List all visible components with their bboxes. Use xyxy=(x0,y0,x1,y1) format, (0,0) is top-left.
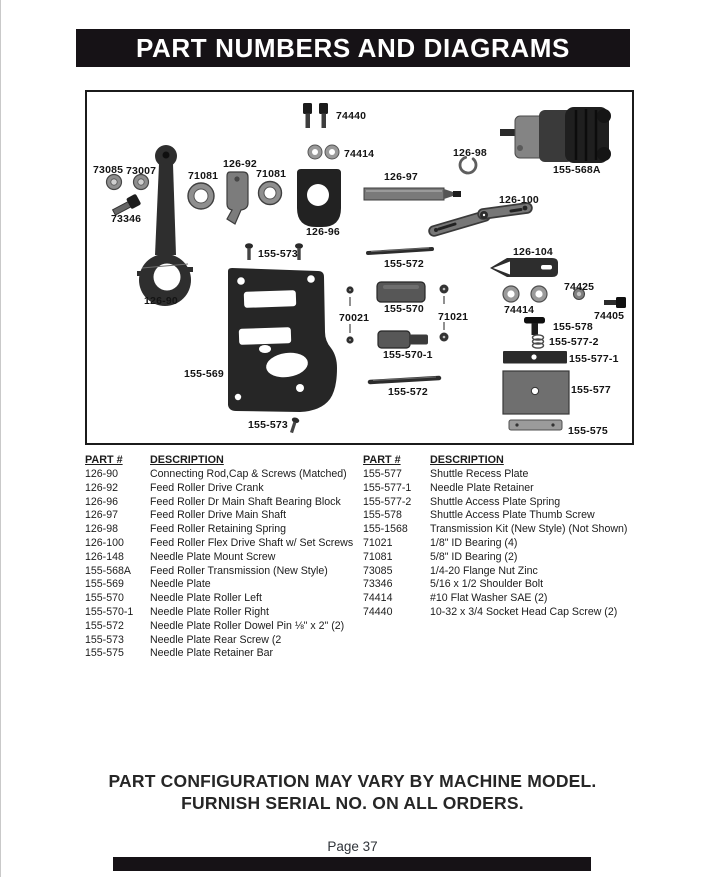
footer-note-line-1: PART CONFIGURATION MAY VARY BY MACHINE MODEL. xyxy=(108,771,597,791)
part-description-cell: Needle Plate Roller Right xyxy=(150,605,269,618)
part-number-cell: 73346 xyxy=(363,578,393,591)
part-description-cell: Needle Plate Retainer xyxy=(430,481,534,494)
table-row xyxy=(85,620,361,634)
table-row xyxy=(85,468,361,482)
table-row xyxy=(85,578,361,592)
part-number-cell: 71021 xyxy=(363,536,393,549)
table-row xyxy=(85,606,361,620)
part-number-label: 126-97 xyxy=(384,171,418,183)
part-number-label: 73007 xyxy=(126,165,157,177)
part-description-cell: 10-32 x 3/4 Socket Head Cap Screw (2) xyxy=(430,605,618,618)
part-description-cell: 1/8" ID Bearing (4) xyxy=(430,536,518,549)
part-number-cell: 126-90 xyxy=(85,468,118,480)
description-header: DESCRIPTION xyxy=(150,454,224,466)
part-126-97-main-shaft-drawing xyxy=(364,188,461,200)
part-number-cell: 126-92 xyxy=(85,481,118,494)
title-bar xyxy=(76,29,630,67)
part-number-header: PART # xyxy=(363,454,401,466)
table-row xyxy=(85,592,361,606)
part-155-578-thumb-screw-drawing xyxy=(524,317,545,335)
part-number-cell: 155-570 xyxy=(85,592,124,605)
part-description-cell: 1/4-20 Flange Nut Zinc xyxy=(430,564,538,577)
footer-bar xyxy=(113,857,591,871)
part-description-cell: Needle Plate Rear Screw (2 xyxy=(150,633,282,646)
page-title: PART NUMBERS AND DIAGRAMS xyxy=(136,32,570,63)
table-header-row xyxy=(85,453,361,467)
part-description-cell: Feed Roller Dr Main Shaft Bearing Block xyxy=(150,495,341,508)
part-number-cell: 155-573 xyxy=(85,633,124,646)
part-number-label: 155-577 xyxy=(571,384,611,396)
parts-diagram-drawing xyxy=(87,92,632,443)
part-155-572-pin-upper-drawing xyxy=(368,248,432,253)
part-number-label: 74414 xyxy=(344,148,375,160)
part-number-cell: 126-97 xyxy=(85,509,118,522)
part-number-label: 73346 xyxy=(111,213,142,225)
table-row xyxy=(85,537,361,551)
part-description-cell: Needle Plate xyxy=(150,578,211,591)
part-number-label: 126-96 xyxy=(306,226,340,238)
part-155-572-pin-lower-drawing xyxy=(370,377,439,382)
parts-diagram xyxy=(87,92,632,443)
description-header: DESCRIPTION xyxy=(430,454,504,466)
part-71081-bearing-left-drawing xyxy=(188,183,214,209)
table-row xyxy=(85,496,361,510)
part-number-cell: 155-570-1 xyxy=(85,605,134,618)
part-description-cell: Shuttle Access Plate Spring xyxy=(430,495,561,508)
table-row xyxy=(85,551,361,565)
part-number-label: 155-568A xyxy=(553,164,601,176)
part-number-label: 126-92 xyxy=(223,158,257,170)
table-row xyxy=(85,482,361,496)
part-126-92-crank-drawing xyxy=(227,172,248,224)
part-number-label: 155-573 xyxy=(258,248,298,260)
part-description-cell: Feed Roller Flex Drive Shaft w/ Set Screws xyxy=(150,536,354,549)
part-number-label: 155-578 xyxy=(553,321,593,333)
table-row xyxy=(85,647,361,661)
part-description-cell: Feed Roller Drive Crank xyxy=(150,481,264,494)
part-number-label: 155-573 xyxy=(248,419,288,431)
part-number-label: 74414 xyxy=(504,304,535,316)
part-155-569-needle-plate-drawing xyxy=(228,268,337,412)
part-number-label: 155-570 xyxy=(384,303,424,315)
table-row xyxy=(85,565,361,579)
part-number-label: 126-100 xyxy=(499,194,539,206)
part-74414-washers-top-drawing xyxy=(308,145,339,159)
part-number-label: 74425 xyxy=(564,281,595,293)
part-number-cell: 155-578 xyxy=(363,509,402,522)
part-number-cell: 155-575 xyxy=(85,647,124,660)
part-126-104-drawing xyxy=(490,258,558,277)
part-number-label: 74440 xyxy=(336,110,367,122)
part-number-label: 126-90 xyxy=(144,295,178,307)
part-126-96-bearing-block-drawing xyxy=(297,169,341,227)
table-body xyxy=(363,468,635,620)
part-description-cell: Feed Roller Retaining Spring xyxy=(150,523,287,536)
part-73085-nut-drawing xyxy=(107,175,122,190)
part-number-cell: 155-577-2 xyxy=(363,495,412,508)
part-number-cell: 155-569 xyxy=(85,578,124,591)
part-number-label: 74405 xyxy=(594,310,625,322)
part-number-cell: 126-98 xyxy=(85,523,118,536)
part-number-label: 155-572 xyxy=(384,258,424,270)
part-155-570-1-roller-drawing xyxy=(378,331,428,348)
table-header-row xyxy=(363,453,635,467)
table-row xyxy=(363,578,635,592)
page-number: Page 37 xyxy=(327,839,378,854)
table-row xyxy=(85,634,361,648)
part-126-100-flex-shaft-drawing xyxy=(434,206,527,232)
part-description-cell: Needle Plate Retainer Bar xyxy=(150,647,274,660)
table-row xyxy=(363,537,635,551)
part-number-label: 71081 xyxy=(188,170,219,182)
part-number-label: 126-104 xyxy=(513,246,553,258)
part-number-label: 126-98 xyxy=(453,147,487,159)
part-number-cell: 126-96 xyxy=(85,495,118,508)
part-74414-washers-mid-drawing xyxy=(503,286,547,302)
table-row xyxy=(85,509,361,523)
part-number-label: 155-577-1 xyxy=(569,353,619,365)
footer-note xyxy=(0,770,705,814)
part-71081-bearing-right-drawing xyxy=(259,182,282,205)
part-description-cell: Feed Roller Transmission (New Style) xyxy=(150,564,328,577)
part-number-cell: 126-100 xyxy=(85,536,124,549)
table-row xyxy=(363,482,635,496)
part-number-header: PART # xyxy=(85,454,123,466)
parts-table-left xyxy=(85,453,361,661)
part-number-cell: 73085 xyxy=(363,564,393,577)
part-number-cell: 71081 xyxy=(363,550,393,563)
part-number-cell: 155-568A xyxy=(85,564,131,577)
part-155-577-recess-plate-drawing xyxy=(503,371,569,414)
part-description-cell: Feed Roller Drive Main Shaft xyxy=(150,509,287,522)
part-number-label: 155-570-1 xyxy=(383,349,433,361)
part-number-cell: 155-577-1 xyxy=(363,481,412,494)
part-155-575-retainer-bar-drawing xyxy=(509,420,562,430)
part-number-label: 155-577-2 xyxy=(549,336,599,348)
table-row xyxy=(363,592,635,606)
part-74440-screws-drawing xyxy=(303,103,328,128)
table-row xyxy=(363,565,635,579)
part-description-cell: #10 Flat Washer SAE (2) xyxy=(430,592,548,605)
part-number-cell: 155-577 xyxy=(363,468,402,480)
part-description-cell: Needle Plate Roller Dowel Pin ⅛" x 2" (2) xyxy=(150,619,345,632)
table-row xyxy=(363,509,635,523)
part-155-570-roller-drawing xyxy=(377,282,425,302)
part-155-573-screw-bottom-drawing xyxy=(288,417,300,434)
part-number-label: 71081 xyxy=(256,168,287,180)
part-155-568A-transmission-drawing xyxy=(500,107,611,163)
table-row xyxy=(363,523,635,537)
part-description-cell: Needle Plate Mount Screw xyxy=(150,550,276,563)
table-row xyxy=(363,551,635,565)
part-number-label: 155-569 xyxy=(184,368,224,380)
footer-note-line-2: FURNISH SERIAL NO. ON ALL ORDERS. xyxy=(181,793,524,813)
parts-table-right xyxy=(363,453,635,620)
part-number-cell: 155-1568 xyxy=(363,523,408,536)
part-155-577-2-spring-drawing xyxy=(533,335,544,348)
table-row xyxy=(85,523,361,537)
part-number-label: 71021 xyxy=(438,311,469,323)
part-number-cell: 74440 xyxy=(363,605,393,618)
part-description-cell: Needle Plate Roller Left xyxy=(150,592,262,605)
table-body xyxy=(85,468,361,661)
part-155-577-1-retainer-drawing xyxy=(503,351,567,364)
parts-diagram-box xyxy=(85,90,634,445)
scan-edge-artifact xyxy=(0,0,1,877)
part-description-cell: 5/8" ID Bearing (2) xyxy=(430,550,518,563)
table-row xyxy=(363,468,635,482)
part-number-label: 155-575 xyxy=(568,425,608,437)
table-row xyxy=(363,496,635,510)
part-number-cell: 155-572 xyxy=(85,619,124,632)
part-number-label: 70021 xyxy=(339,312,370,324)
part-description-cell: Shuttle Recess Plate xyxy=(430,468,529,480)
part-description-cell: 5/16 x 1/2 Shoulder Bolt xyxy=(430,578,544,591)
part-description-cell: Connecting Rod,Cap & Screws (Matched) xyxy=(150,468,347,480)
part-number-label: 155-572 xyxy=(388,386,428,398)
table-row xyxy=(363,606,635,620)
part-description-cell: Transmission Kit (New Style) (Not Shown) xyxy=(430,523,628,536)
part-description-cell: Shuttle Access Plate Thumb Screw xyxy=(430,509,595,522)
part-number-cell: 126-148 xyxy=(85,550,124,563)
part-number-label: 73085 xyxy=(93,164,124,176)
part-74405-bolt-drawing xyxy=(604,297,626,308)
part-number-cell: 74414 xyxy=(363,592,393,605)
